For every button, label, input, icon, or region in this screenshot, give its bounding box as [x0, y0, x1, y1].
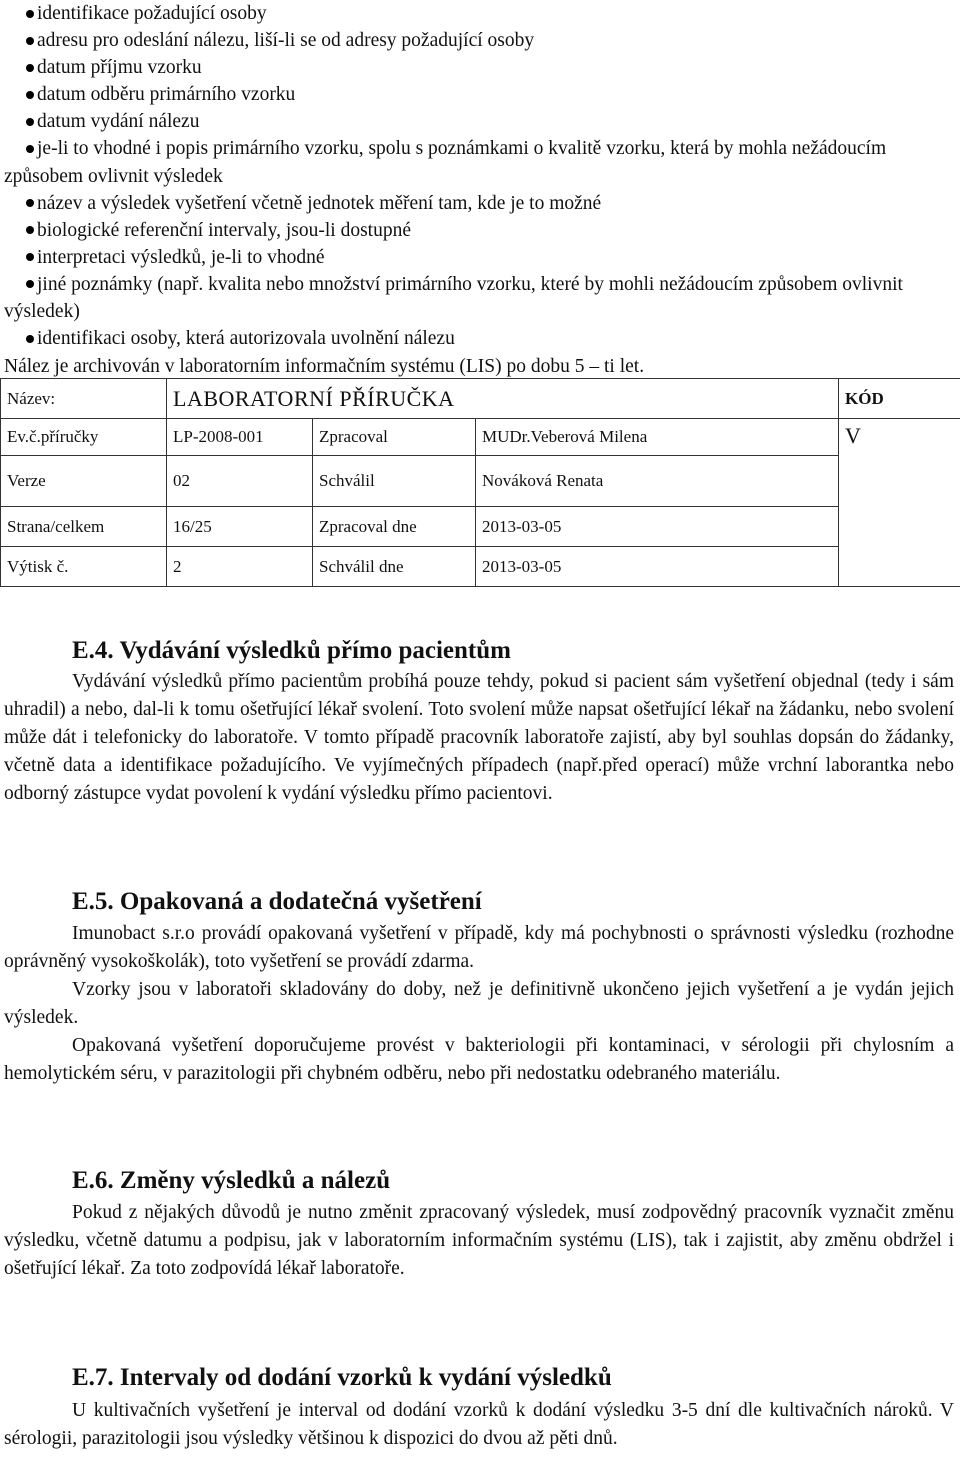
section-title-e6: E.6. Změny výsledků a nálezů: [72, 1167, 391, 1194]
strana-label: Strana/celkem: [1, 507, 167, 547]
schvalil-dne-label: Schválil dne: [313, 547, 476, 587]
document-header-table: [0, 378, 960, 587]
kod-label: KÓD: [839, 379, 960, 419]
bullet-icon: [26, 145, 34, 153]
kod-value: V: [839, 419, 960, 587]
strana-value: 16/25: [167, 507, 313, 547]
bullet-icon: [26, 64, 34, 72]
paragraph: Opakovaná vyšetření doporučujeme provést v bakteriologii při kontaminaci, v sérologii při chylosním a hemolytickém séru, v parazitologii při chybném odběru, nebo při nedostatku odebraného materiálu.: [4, 1035, 954, 1084]
list-item: interpretaci výsledků, je-li to vhodné: [4, 244, 956, 271]
table-row: [1, 456, 960, 507]
schvalil-dne-value: 2013-03-05: [476, 547, 839, 587]
paragraph: Vzorky jsou v laboratoři skladovány do doby, než je definitivně ukončeno jejich vyšetření a je vydán jejich výsledek.: [4, 979, 954, 1028]
section-title-e7: E.7. Intervaly od dodání vzorků k vydání výsledků: [72, 1364, 612, 1391]
bullet-icon: [26, 37, 34, 45]
list-item: identifikace požadující osoby: [4, 0, 956, 27]
archive-note: Nález je archivován v laboratorním informačním systému (LIS) po dobu 5 – ti let.: [4, 356, 645, 377]
section-body-e5: [4, 920, 954, 1088]
vytisk-value: 2: [167, 547, 313, 587]
section-body-e6: [4, 1199, 954, 1283]
bullet-icon: [26, 226, 34, 234]
nazev-label: Název:: [1, 379, 167, 419]
zpracoval-label: Zpracoval: [313, 419, 476, 456]
list-item: je-li to vhodné i popis primárního vzorku, spolu s poznámkami o kvalitě vzorku, která by mohla nežádoucím způsobem ovlivnit výsledek: [4, 138, 887, 187]
paragraph: Imunobact s.r.o provádí opakovaná vyšetření v případě, kdy má pochybnosti o správnosti výsledku (rozhodne oprávněný vysokoškolák), toto vyšetření se provádí zdarma.: [4, 923, 954, 972]
zpracoval-value: MUDr.Veberová Milena: [476, 419, 839, 456]
section-title-e4: E.4. Vydávání výsledků přímo pacientům: [72, 637, 511, 664]
list-item: datum příjmu vzorku: [4, 54, 956, 81]
bullet-icon: [26, 253, 34, 261]
list-item: jiné poznámky (např. kvalita nebo množství primárního vzorku, které by mohli nežádoucím způsobem ovlivnit výsledek): [4, 273, 903, 323]
ev-value: LP-2008-001: [167, 419, 313, 456]
bullet-icon: [26, 91, 34, 99]
bullet-icon: [26, 199, 34, 207]
section-title-e5: E.5. Opakovaná a dodatečná vyšetření: [72, 888, 482, 915]
list-item: adresu pro odeslání nálezu, liší-li se od adresy požadující osoby: [4, 27, 956, 54]
ev-label: Ev.č.příručky: [1, 419, 167, 456]
list-item: název a výsledek vyšetření včetně jednotek měření tam, kde je to možné: [4, 190, 956, 217]
paragraph: Pokud z nějakých důvodů je nutno změnit zpracovaný výsledek, musí zodpovědný pracovník vyznačit změnu výsledku, včetně datumu a podpisu, jak v laboratorním informačním systému (LIS), tak i zajistit, aby změnu obdržel i ošetřující lékař. Za toto zodpovídá lékař laboratoře.: [4, 1202, 954, 1279]
table-row: [1, 547, 960, 587]
list-item: identifikaci osoby, která autorizovala uvolnění nálezu: [4, 325, 956, 352]
list-item: datum odběru primárního vzorku: [4, 81, 956, 108]
paragraph: U kultivačních vyšetření je interval od dodání vzorků k dodání výsledku 3-5 dní dle kultivačních nároků. V sérologii, parazitologii jsou výsledky většinou k dispozici do dvou až pěti dnů.: [4, 1400, 954, 1449]
bullet-icon: [26, 335, 34, 343]
list-item: biologické referenční intervaly, jsou-li dostupné: [4, 217, 956, 244]
paragraph: Vydávání výsledků přímo pacientům probíhá pouze tehdy, pokud si pacient sám vyšetření objednal (tedy i sám uhradil) a nebo, dal-li k tomu ošetřující lékař svolení. Toto svolení může napsat ošetřující lékař na žádanku, nebo svolení může dát i telefonicky do laboratoře. V tomto případě pracovník laboratoře zajistí, aby byl souhlas dopsán do žádanky, včetně data a identifikace požadujícího. Ve vyjímečných případech (např.před operací) může vrchní laborantka nebo odborný zástupce vydat povolení k vydání výsledku přímo pacientovi.: [4, 671, 954, 804]
requirements-list: [4, 0, 956, 352]
vytisk-label: Výtisk č.: [1, 547, 167, 587]
schvalil-value: Nováková Renata: [476, 456, 839, 507]
section-body-e7: [4, 1397, 954, 1453]
bullet-icon: [26, 10, 34, 18]
section-body-e4: [4, 668, 954, 808]
verze-value: 02: [167, 456, 313, 507]
table-row: [1, 379, 960, 419]
schvalil-label: Schválil: [313, 456, 476, 507]
table-row: [1, 507, 960, 547]
list-item: datum vydání nálezu: [4, 108, 956, 135]
table-row: [1, 419, 960, 456]
verze-label: Verze: [1, 456, 167, 507]
bullet-icon: [26, 118, 34, 126]
zpracoval-dne-label: Zpracoval dne: [313, 507, 476, 547]
document-title: LABORATORNÍ PŘÍRUČKA: [167, 379, 839, 419]
bullet-icon: [26, 280, 34, 288]
zpracoval-dne-value: 2013-03-05: [476, 507, 839, 547]
